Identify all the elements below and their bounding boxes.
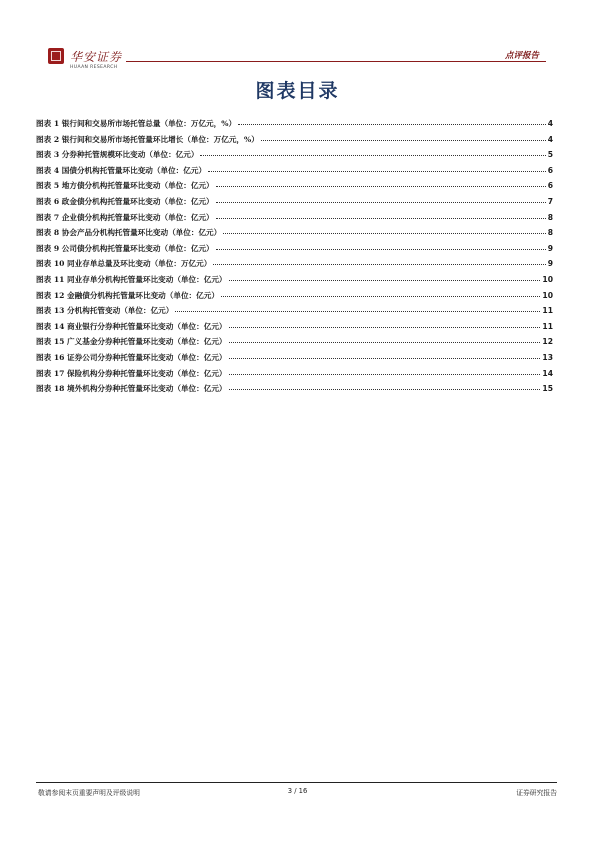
toc-dot-leader (229, 327, 541, 328)
toc-entry[interactable] (36, 258, 553, 274)
toc-entry[interactable] (36, 149, 553, 165)
toc-entry-label[interactable]: 图表 14 商业银行分券种托管量环比变动（单位：亿元） (36, 321, 227, 331)
toc-entry[interactable] (36, 227, 553, 243)
toc-dot-leader (229, 358, 541, 359)
toc-entry-label[interactable]: 图表 6 政金债分机构托管量环比变动（单位：亿元） (36, 196, 214, 206)
toc-entry[interactable] (36, 165, 553, 181)
toc-entry-label[interactable]: 图表 7 企业债分机构托管量环比变动（单位：亿元） (36, 212, 214, 222)
toc-entry-label[interactable]: 图表 18 境外机构分券种托管量环比变动（单位：亿元） (36, 384, 227, 394)
toc-entry-label[interactable]: 图表 11 同业存单分机构托管量环比变动（单位：亿元） (36, 274, 227, 284)
toc-dot-leader (216, 186, 546, 187)
toc-entry-label[interactable]: 图表 2 银行间和交易所市场托管量环比增长（单位：万亿元，%） (36, 134, 259, 144)
toc-entry-page[interactable]: 4 (547, 119, 553, 128)
toc-dot-leader (221, 296, 541, 297)
toc-entry-label[interactable]: 图表 3 分券种托管规模环比变动（单位：亿元） (36, 150, 199, 160)
toc-entry[interactable] (36, 368, 553, 384)
toc-dot-leader (200, 155, 545, 156)
toc-entry-page[interactable]: 6 (547, 181, 553, 191)
toc-entry-label[interactable]: 图表 1 银行间和交易所市场托管总量（单位：万亿元，%） (36, 119, 237, 128)
toc-entry[interactable] (36, 352, 553, 368)
toc-dot-leader (229, 374, 541, 375)
toc-entry[interactable] (36, 274, 553, 290)
toc-dot-leader (213, 264, 545, 265)
toc-entry-label[interactable]: 图表 13 分机构托管变动（单位：亿元） (36, 306, 174, 316)
logo-english-name: HUAAN RESEARCH (70, 65, 118, 70)
header-divider (126, 61, 546, 62)
toc-entry-page[interactable]: 6 (547, 165, 553, 175)
toc-entry-page[interactable]: 4 (547, 134, 553, 144)
toc-entry-label[interactable]: 图表 4 国债分机构托管量环比变动（单位：亿元） (36, 165, 207, 175)
toc-entry-page[interactable]: 10 (542, 274, 553, 284)
toc-entry-page[interactable]: 7 (547, 196, 553, 206)
footer-divider (36, 782, 557, 783)
page-title: 图表目录 (255, 80, 340, 102)
toc-entry-label[interactable]: 图表 5 地方债分机构托管量环比变动（单位：亿元） (36, 181, 214, 191)
toc-entry-page[interactable]: 9 (547, 243, 553, 253)
page-header (0, 0, 595, 80)
toc-entry-page[interactable]: 12 (542, 337, 553, 347)
toc-entry[interactable] (36, 180, 553, 196)
toc-entry-label[interactable]: 图表 16 证券公司分券种托管量环比变动（单位：亿元） (36, 352, 227, 362)
toc-dot-leader (261, 140, 546, 141)
toc-entry[interactable] (36, 305, 553, 321)
toc-entry[interactable] (36, 336, 553, 352)
toc-entry-label[interactable]: 图表 12 金融债分机构托管量环比变动（单位：亿元） (36, 290, 219, 300)
toc-entry-page[interactable]: 11 (542, 306, 553, 316)
toc-entry[interactable] (36, 196, 553, 212)
logo-chinese-name: 华安证券 (70, 50, 123, 64)
toc-entry-label[interactable]: 图表 17 保险机构分券种托管量环比变动（单位：亿元） (36, 368, 227, 378)
toc-entry-page[interactable]: 15 (542, 384, 553, 394)
toc-entry[interactable] (36, 134, 553, 150)
toc-dot-leader (238, 124, 546, 125)
report-type-label: 点评报告 (504, 51, 539, 61)
toc-entry-label[interactable]: 图表 9 公司债分机构托管量环比变动（单位：亿元） (36, 243, 214, 253)
toc-dot-leader (208, 171, 546, 172)
toc-entry[interactable] (36, 383, 553, 399)
toc-dot-leader (216, 218, 546, 219)
toc-dot-leader (229, 280, 541, 281)
toc-entry-page[interactable]: 8 (547, 212, 553, 222)
toc-dot-leader (216, 202, 546, 203)
toc-entry-label[interactable]: 图表 8 协会产品分机构托管量环比变动（单位：亿元） (36, 228, 222, 238)
toc-dot-leader (229, 389, 541, 390)
toc-entry-page[interactable]: 11 (542, 321, 553, 331)
toc-entry[interactable] (36, 290, 553, 306)
toc-entry[interactable] (36, 212, 553, 228)
toc-entry-label[interactable]: 图表 15 广义基金分券种托管量环比变动（单位：亿元） (36, 337, 227, 347)
toc-entry-page[interactable]: 10 (542, 290, 553, 300)
toc-dot-leader (229, 342, 541, 343)
toc-dot-leader (223, 233, 545, 234)
toc-entry-page[interactable]: 13 (542, 352, 553, 362)
toc-entry-label[interactable]: 图表 10 同业存单总量及环比变动（单位：万亿元） (36, 259, 212, 269)
footer-disclaimer: 敬请参阅末页重要声明及评级说明 (38, 789, 140, 797)
footer-page-number: 3 / 16 (287, 787, 308, 795)
toc-entry-page[interactable]: 5 (547, 150, 553, 160)
table-of-figures (36, 118, 553, 399)
toc-dot-leader (175, 311, 540, 312)
toc-entry-page[interactable]: 9 (547, 259, 553, 269)
toc-entry-page[interactable]: 8 (547, 228, 553, 238)
company-logo-icon (48, 48, 64, 64)
toc-entry-page[interactable]: 14 (542, 368, 553, 378)
toc-dot-leader (216, 249, 546, 250)
toc-entry[interactable] (36, 118, 553, 134)
toc-entry[interactable] (36, 243, 553, 259)
footer-category: 证券研究报告 (516, 789, 557, 797)
toc-entry[interactable] (36, 321, 553, 337)
